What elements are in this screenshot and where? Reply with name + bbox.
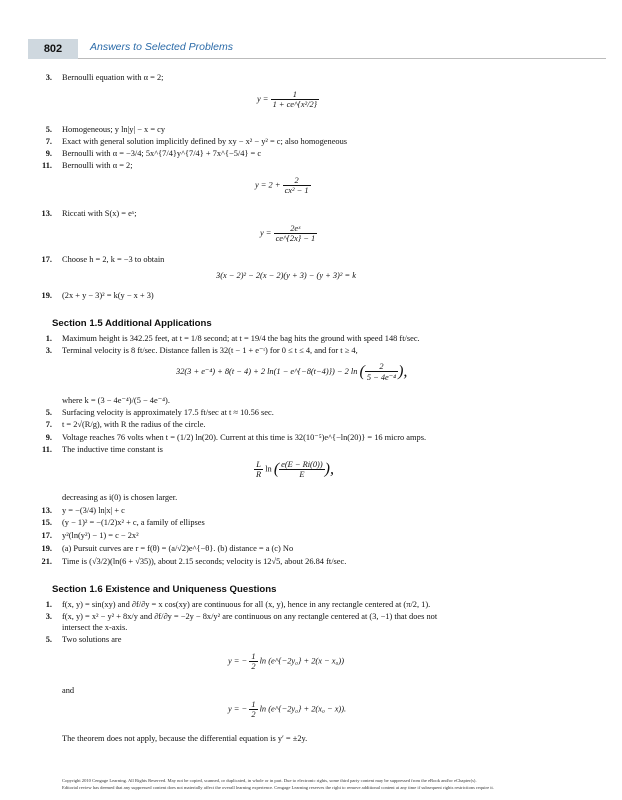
fraction (254, 460, 263, 479)
answer-text: Homogeneous; y ln|y| − x = cy (62, 125, 166, 134)
item-number: 3. (45, 346, 52, 355)
fraction (365, 362, 398, 382)
item-number: 7. (45, 137, 52, 146)
answer-text: Surfacing velocity is approximately 17.5 ft/sec at t ≈ 10.56 sec. (62, 408, 274, 417)
numerator: 1 (251, 652, 256, 661)
eq-lhs: y = (257, 94, 269, 104)
item-number: 17. (41, 531, 52, 540)
answer-text: Exact with general solution implicitly defined by xy − x² − y² = c; also homogeneous (62, 137, 348, 146)
item-number: 1. (45, 600, 52, 609)
item-number: 9. (45, 433, 52, 442)
eq-lhs: y = (260, 228, 272, 238)
item-number: 13. (41, 209, 52, 218)
item-number: 1. (45, 334, 52, 343)
fraction (274, 224, 318, 243)
item-number: 15. (41, 518, 52, 527)
answer-text: t = 2√(R/g), with R the radius of the circle. (62, 420, 206, 429)
item-number: 13. (41, 506, 52, 515)
answer-text: The inductive time constant is (62, 445, 163, 454)
numerator: 1 (271, 90, 319, 100)
fraction (271, 90, 319, 109)
numerator: L (254, 460, 263, 470)
denominator: 2 (251, 710, 256, 719)
ln-operator: ln (265, 464, 272, 474)
item-number: 3. (45, 612, 52, 621)
item-number: 5. (45, 635, 52, 644)
answer-text: Bernoulli with α = 2; (62, 161, 133, 170)
equation: 32(3 + e⁻⁴) + 8(t − 4) + 2 ln(1 − e^{−8(t−4)}) − 2 ln ( $\frac{2}{\text{5 − 4e⁻⁴}}$ ), (176, 362, 408, 382)
equation (228, 652, 344, 671)
item-number: 7. (45, 420, 52, 429)
item-number: 21. (41, 557, 52, 566)
answer-text: (y − 1)² = −(1/2)x² + c, a family of ellipses (62, 518, 205, 527)
item-number: 19. (41, 291, 52, 300)
answer-text: f(x, y) = sin(xy) and ∂f/∂y = x cos(xy) are continuous for all (x, y), hence in any rectangle centered at (π/2, 1). (62, 600, 431, 609)
answer-text: intersect the x-axis. (62, 623, 128, 632)
denominator: E (299, 470, 305, 479)
eq-body: ln (e^{−2y₀} + 2(x₀ − x)). (259, 704, 347, 714)
answer-text: The theorem does not apply, because the differential equation is y′ = ±2y. (62, 734, 308, 743)
item-number: 17. (41, 255, 52, 264)
answer-text: Terminal velocity is 8 ft/sec. Distance fallen is 32(t − 1 + e⁻ᵗ) for 0 ≤ t ≤ 4, and for t ≥ 4, (62, 346, 358, 355)
item-number: 9. (45, 149, 52, 158)
page-header (28, 36, 606, 59)
denominator: ce^{2x} − 1 (275, 234, 316, 243)
answer-text: decreasing as i(0) is chosen larger. (62, 493, 178, 502)
equation (257, 90, 319, 109)
numerator: 2eˣ (274, 224, 318, 234)
answer-text: Time is (√3/2)(ln(6 + √35)), about 2.15 seconds; velocity is 12√5, about 26.84 ft/sec. (62, 557, 347, 566)
item-number: 19. (41, 544, 52, 553)
answer-text: f(x, y) = x² − y² + 8x/y and ∂f/∂y = −2y − 8x/y² are continuous on any rectangle centered at (3, −1) that does not (62, 612, 438, 621)
eq-body: 32(3 + e⁻⁴) + 8(t − 4) + 2 ln(1 − e^{−8(t−4)}) − 2 ln (176, 366, 358, 376)
numerator: 2 (283, 176, 311, 186)
answer-text: (2x + y − 3)² = k(y − x + 3) (62, 291, 154, 300)
answer-text: y²(ln(y²) − 1) = c − 2x² (62, 531, 139, 540)
eq-lhs: y = − (228, 656, 248, 666)
numerator: 1 (251, 700, 256, 709)
item-number: 11. (41, 445, 52, 454)
numerator: 2 (365, 362, 398, 372)
answer-text: Two solutions are (62, 635, 122, 644)
answer-text: y = −(3/4) ln|x| + c (62, 506, 125, 515)
answer-text: and (62, 686, 75, 695)
section-heading: Section 1.5 Additional Applications (52, 318, 212, 329)
denominator: cx² − 1 (284, 186, 309, 195)
denominator: 2 (251, 662, 256, 671)
denominator: 5 − 4e⁻⁴ (366, 373, 397, 382)
eq-body: ln (e^{−2y₀} + 2(x − x₀)) (259, 656, 344, 666)
answer-text: (a) Pursuit curves are r = f(θ) = (a/√2)e^{−θ}. (b) distance = a (c) No (62, 544, 294, 553)
fraction (279, 460, 324, 479)
running-title: Answers to Selected Problems (90, 41, 233, 53)
fraction (249, 700, 257, 719)
answer-text: Riccati with S(x) = eˣ; (62, 209, 137, 218)
equation: $\frac{L}{R}$ ln ( $\frac{e(E - Ri(0))}{E}$ ), (256, 460, 334, 479)
equation: 3(x − 2)² − 2(x − 2)(y + 3) − (y + 3)² = k (216, 271, 356, 280)
copyright-line: Editorial review has deemed that any suppressed content does not materially affect the overall learning experience. Cengage Learning reserves the right to remove additional content at any time if subsequent rights restrictions require it. (62, 785, 494, 790)
answer-text: Bernoulli equation with α = 2; (62, 73, 164, 82)
copyright-line: Copyright 2010 Cengage Learning. All Rights Reserved. May not be copied, scanned, or duplicated, in whole or in part. Due to electronic rights, some third party content may be suppressed from the eBook and/or eChapter(s). (62, 778, 477, 783)
answer-text: Bernoulli with α = −3/4; 5x^{7/4}y^{7/4} + 7x^{−5/4} = c (62, 149, 262, 158)
answer-text: Maximum height is 342.25 feet, at t = 1/8 second; at t = 19/4 the bag hits the ground with speed 148 ft/sec. (62, 334, 420, 343)
equation (255, 176, 311, 195)
equation (228, 700, 346, 719)
item-number: 5. (45, 408, 52, 417)
item-number: 11. (41, 161, 52, 170)
fraction (249, 652, 257, 671)
eq-lhs: y = − (228, 704, 248, 714)
page-number: 802 (28, 39, 78, 59)
denominator: 1 + ce^{x²/2} (272, 100, 317, 109)
denominator: R (256, 470, 262, 479)
fraction (283, 176, 311, 195)
item-number: 3. (45, 73, 52, 82)
numerator: e(E − Ri(0)) (281, 460, 323, 469)
item-number: 5. (45, 125, 52, 134)
section-heading: Section 1.6 Existence and Uniqueness Questions (52, 584, 277, 595)
equation (260, 224, 317, 243)
answer-text: where k = (3 − 4e⁻⁴)/(5 − 4e⁻⁴). (62, 396, 170, 405)
answer-text: Choose h = 2, k = −3 to obtain (62, 255, 165, 264)
answer-text: Voltage reaches 76 volts when t = (1/2) ln(20). Current at this time is 32(10⁻⁵)e^{−ln(20)} = 16 micro amps. (62, 433, 427, 442)
eq-lhs: y = 2 + (255, 180, 281, 190)
